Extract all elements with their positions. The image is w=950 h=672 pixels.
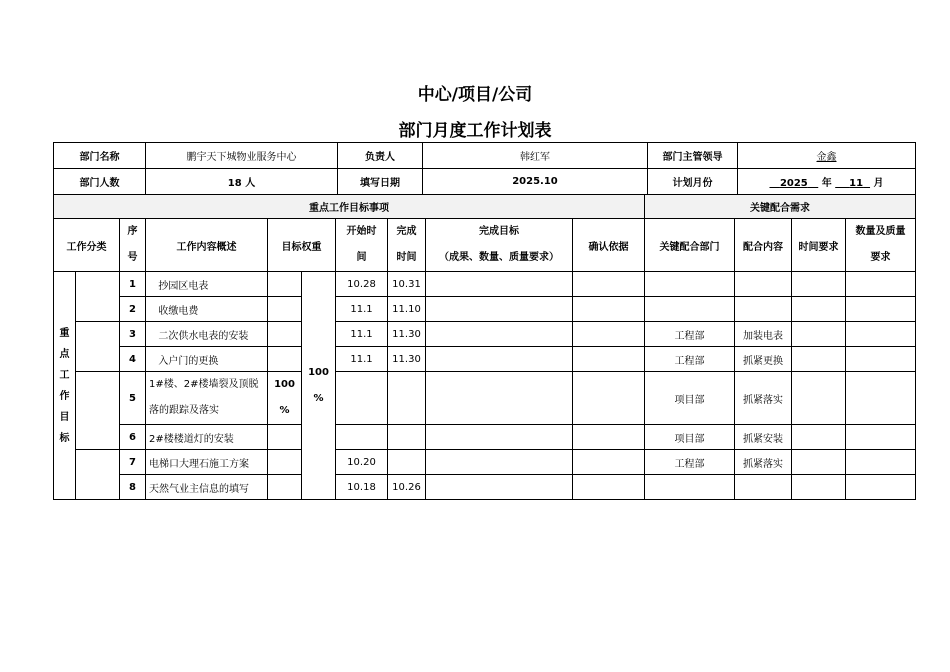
row-end: 11.10 bbox=[388, 297, 426, 322]
row-start: 10.20 bbox=[336, 450, 388, 475]
row-end: 10.31 bbox=[388, 272, 426, 297]
table-row bbox=[54, 322, 916, 347]
row-time bbox=[792, 322, 846, 347]
row-no: 8 bbox=[120, 475, 146, 500]
row-weight bbox=[268, 297, 302, 322]
col-end: 完成 时间 bbox=[388, 219, 426, 272]
headcount-value: 18 人 bbox=[146, 169, 338, 195]
row-coop bbox=[735, 272, 792, 297]
col-goal: 完成目标 （成果、数量、质量要求） bbox=[426, 219, 573, 272]
dept-name-value: 鹏宇天下城物业服务中心 bbox=[146, 143, 338, 169]
row-coop bbox=[735, 297, 792, 322]
subcategory-cell bbox=[76, 450, 120, 500]
supervisor-label: 部门主管领导 bbox=[648, 143, 738, 169]
col-coop-dept: 关键配合部门 bbox=[645, 219, 735, 272]
row-content: 收缴电费 bbox=[146, 297, 268, 322]
row-no: 1 bbox=[120, 272, 146, 297]
row-goal bbox=[426, 347, 573, 372]
row-end: 11.30 bbox=[388, 322, 426, 347]
row-time bbox=[792, 297, 846, 322]
col-category: 工作分类 bbox=[54, 219, 120, 272]
row-confirm bbox=[573, 450, 645, 475]
row-qty bbox=[846, 347, 916, 372]
col-time-req: 时间要求 bbox=[792, 219, 846, 272]
row-no: 4 bbox=[120, 347, 146, 372]
table-row bbox=[54, 372, 916, 425]
col-start: 开始时 间 bbox=[336, 219, 388, 272]
row-dept bbox=[645, 297, 735, 322]
owner-value: 韩红军 bbox=[423, 143, 648, 169]
row-start bbox=[336, 372, 388, 425]
row-end bbox=[388, 425, 426, 450]
row-weight bbox=[268, 347, 302, 372]
row-start: 10.28 bbox=[336, 272, 388, 297]
row-start bbox=[336, 425, 388, 450]
table-row bbox=[54, 272, 916, 297]
col-qty: 数量及质量 要求 bbox=[846, 219, 916, 272]
row-weight bbox=[268, 475, 302, 500]
row-qty bbox=[846, 272, 916, 297]
row-coop: 加装电表 bbox=[735, 322, 792, 347]
col-confirm: 确认依据 bbox=[573, 219, 645, 272]
weight-total: 100 % bbox=[302, 272, 336, 500]
row-coop: 抓紧落实 bbox=[735, 372, 792, 425]
row-no: 3 bbox=[120, 322, 146, 347]
row-content: 天然气业主信息的填写 bbox=[146, 475, 268, 500]
table-row bbox=[54, 450, 916, 475]
dept-name-label: 部门名称 bbox=[54, 143, 146, 169]
row-confirm bbox=[573, 297, 645, 322]
row-time bbox=[792, 347, 846, 372]
row-weight bbox=[268, 425, 302, 450]
row-time bbox=[792, 450, 846, 475]
row-no: 2 bbox=[120, 297, 146, 322]
row-time bbox=[792, 425, 846, 450]
row-no: 7 bbox=[120, 450, 146, 475]
plan-table bbox=[53, 194, 916, 500]
row-confirm bbox=[573, 272, 645, 297]
row-goal bbox=[426, 272, 573, 297]
row-dept: 项目部 bbox=[645, 425, 735, 450]
plan-month-label: 计划月份 bbox=[648, 169, 738, 195]
page-title: 中心/项目/公司 bbox=[417, 85, 533, 105]
headcount-label: 部门人数 bbox=[54, 169, 146, 195]
row-confirm bbox=[573, 475, 645, 500]
section-key-work: 重点工作目标事项 bbox=[54, 195, 645, 219]
row-content: 1#楼、2#楼墙裂及顶脱 落的跟踪及落实 bbox=[146, 372, 268, 425]
row-coop bbox=[735, 475, 792, 500]
row-goal bbox=[426, 372, 573, 425]
row-weight: 100 % bbox=[268, 372, 302, 425]
row-goal bbox=[426, 297, 573, 322]
row-weight bbox=[268, 272, 302, 297]
row-dept: 工程部 bbox=[645, 322, 735, 347]
col-weight: 目标权重 bbox=[268, 219, 336, 272]
row-goal bbox=[426, 450, 573, 475]
category-label: 重 点 工 作 目 标 bbox=[54, 272, 76, 500]
table-row bbox=[54, 425, 916, 450]
row-qty bbox=[846, 450, 916, 475]
row-dept bbox=[645, 272, 735, 297]
plan-month-value: 11 bbox=[849, 178, 864, 189]
fill-date-value: 2025.10 bbox=[423, 169, 648, 195]
row-weight bbox=[268, 450, 302, 475]
row-coop: 抓紧更换 bbox=[735, 347, 792, 372]
row-content: 2#楼楼道灯的安装 bbox=[146, 425, 268, 450]
col-seq: 序 号 bbox=[120, 219, 146, 272]
plan-month-cell bbox=[738, 169, 916, 195]
table-row bbox=[54, 475, 916, 500]
row-start: 11.1 bbox=[336, 297, 388, 322]
row-qty bbox=[846, 297, 916, 322]
row-confirm bbox=[573, 347, 645, 372]
row-goal bbox=[426, 425, 573, 450]
year-char: 年 bbox=[821, 178, 832, 189]
supervisor-value: 金鑫 bbox=[816, 152, 837, 163]
row-qty bbox=[846, 372, 916, 425]
col-content: 工作内容概述 bbox=[146, 219, 268, 272]
row-dept: 工程部 bbox=[645, 347, 735, 372]
row-time bbox=[792, 372, 846, 425]
table-row bbox=[54, 347, 916, 372]
subcategory-cell bbox=[76, 372, 120, 450]
row-goal bbox=[426, 322, 573, 347]
row-start: 10.18 bbox=[336, 475, 388, 500]
subcategory-cell bbox=[76, 272, 120, 322]
row-confirm bbox=[573, 425, 645, 450]
row-content: 电梯口大理石施工方案 bbox=[146, 450, 268, 475]
row-content: 入户门的更换 bbox=[146, 347, 268, 372]
supervisor-cell bbox=[738, 143, 916, 169]
table-row bbox=[54, 297, 916, 322]
row-weight bbox=[268, 322, 302, 347]
subcategory-cell bbox=[76, 322, 120, 372]
month-char: 月 bbox=[873, 178, 884, 189]
row-coop: 抓紧落实 bbox=[735, 450, 792, 475]
row-time bbox=[792, 272, 846, 297]
row-time bbox=[792, 475, 846, 500]
col-coop-content: 配合内容 bbox=[735, 219, 792, 272]
row-dept: 项目部 bbox=[645, 372, 735, 425]
row-no: 5 bbox=[120, 372, 146, 425]
plan-year-value: 2025 bbox=[779, 178, 808, 189]
row-end bbox=[388, 450, 426, 475]
row-content: 二次供水电表的安装 bbox=[146, 322, 268, 347]
row-dept: 工程部 bbox=[645, 450, 735, 475]
row-end: 11.30 bbox=[388, 347, 426, 372]
section-coop: 关键配合需求 bbox=[645, 195, 916, 219]
row-start: 11.1 bbox=[336, 322, 388, 347]
row-start: 11.1 bbox=[336, 347, 388, 372]
row-end: 10.26 bbox=[388, 475, 426, 500]
fill-date-label: 填写日期 bbox=[338, 169, 423, 195]
info-table bbox=[53, 142, 916, 195]
page-subtitle: 部门月度工作计划表 bbox=[398, 121, 552, 141]
row-coop: 抓紧安装 bbox=[735, 425, 792, 450]
row-qty bbox=[846, 425, 916, 450]
row-dept bbox=[645, 475, 735, 500]
row-qty bbox=[846, 322, 916, 347]
row-confirm bbox=[573, 322, 645, 347]
row-goal bbox=[426, 475, 573, 500]
row-qty bbox=[846, 475, 916, 500]
row-no: 6 bbox=[120, 425, 146, 450]
row-content: 抄园区电表 bbox=[146, 272, 268, 297]
row-end bbox=[388, 372, 426, 425]
row-confirm bbox=[573, 372, 645, 425]
owner-label: 负责人 bbox=[338, 143, 423, 169]
